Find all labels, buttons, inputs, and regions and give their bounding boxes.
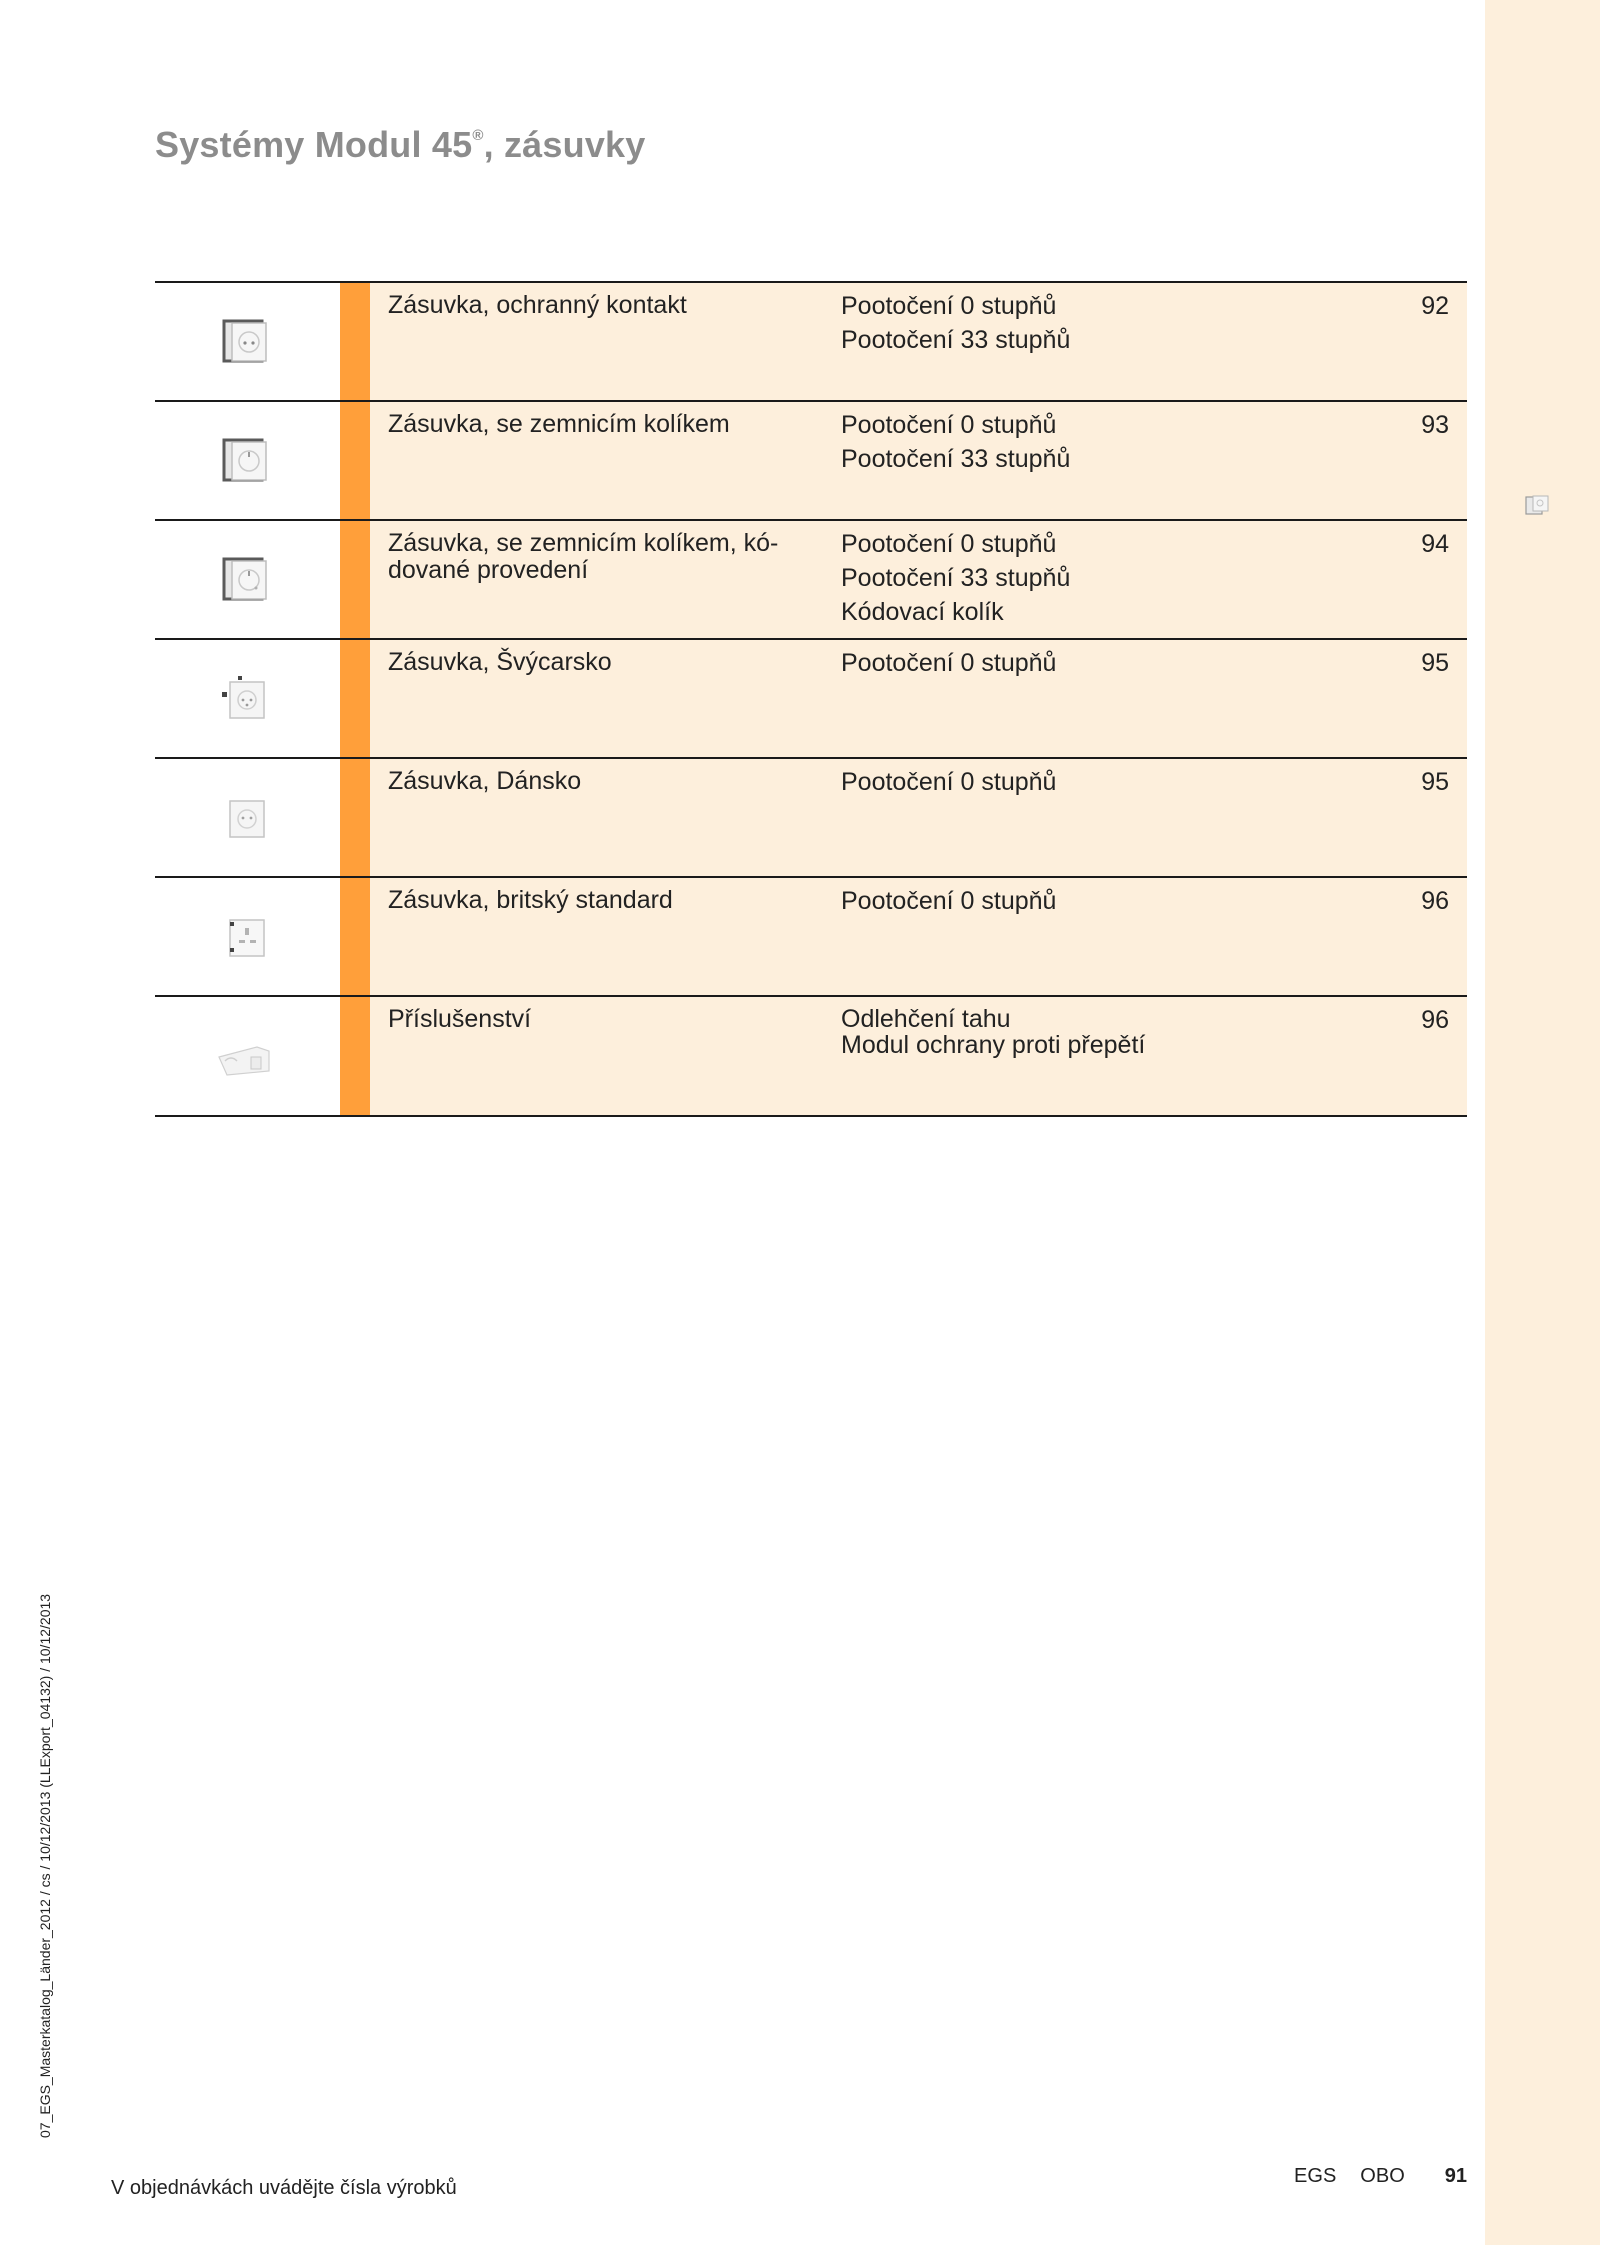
variant-list <box>841 411 1070 476</box>
page-reference[interactable]: 95 <box>1421 649 1449 677</box>
variant-item: Kódovací kolík <box>841 598 1004 626</box>
variant-list <box>841 887 1056 918</box>
socket-british-icon <box>218 908 274 964</box>
footer-brand <box>1294 2165 1467 2188</box>
page-reference[interactable]: 96 <box>1421 1006 1449 1034</box>
page-reference[interactable]: 94 <box>1421 530 1449 558</box>
accessories-icon <box>205 1027 285 1083</box>
brand-obo: OBO <box>1360 2165 1405 2187</box>
product-name: Zásuvka, ochranný kontakt <box>388 291 687 319</box>
product-name: Zásuvka, britský standard <box>388 886 673 914</box>
product-table <box>155 281 1467 1117</box>
page-reference[interactable]: 96 <box>1421 887 1449 915</box>
product-image-cell <box>155 640 340 757</box>
table-row[interactable] <box>155 997 1467 1117</box>
page-reference[interactable]: 93 <box>1421 411 1449 439</box>
product-name: Zásuvka, Švýcarsko <box>388 648 612 676</box>
socket-earth-pin-coded-icon <box>218 551 274 607</box>
socket-protective-contact-icon <box>218 313 274 369</box>
socket-earth-pin-icon <box>218 432 274 488</box>
side-color-band <box>1485 0 1600 2245</box>
socket-danish-icon <box>218 789 274 845</box>
table-row[interactable] <box>155 521 1467 640</box>
table-row[interactable] <box>155 878 1467 997</box>
product-image-cell <box>155 521 340 638</box>
accent-bar <box>340 283 370 400</box>
variant-list <box>841 649 1056 680</box>
table-row[interactable] <box>155 402 1467 521</box>
variant-item: Pootočení 0 stupňů <box>841 411 1057 439</box>
page-reference[interactable]: 92 <box>1421 292 1449 320</box>
table-row[interactable] <box>155 759 1467 878</box>
variant-item: Pootočení 0 stupňů <box>841 887 1057 915</box>
variant-list <box>841 292 1070 357</box>
accent-bar <box>340 640 370 757</box>
brand-egs: EGS <box>1294 2165 1337 2187</box>
product-name: Zásuvka, se zemnicím kolíkem, kó-dované provedení <box>388 529 779 584</box>
document-code: 07_EGS_Masterkatalog_Länder_2012 / cs / 10/12/2013 (LLExport_04132) / 10/12/2013 <box>37 1593 53 2138</box>
variant-list <box>841 1006 1145 1058</box>
accent-bar <box>340 759 370 876</box>
accent-bar <box>340 402 370 519</box>
socket-swiss-icon <box>218 670 274 726</box>
variant-item: Pootočení 33 stupňů <box>841 564 1071 592</box>
variant-item: Pootočení 33 stupňů <box>841 445 1071 473</box>
product-image-cell <box>155 878 340 995</box>
accent-bar <box>340 521 370 638</box>
product-image-cell <box>155 759 340 876</box>
accent-bar <box>340 878 370 995</box>
table-row[interactable] <box>155 640 1467 759</box>
page-number: 91 <box>1444 2165 1467 2187</box>
variant-item: Modul ochrany proti přepětí <box>841 1031 1146 1059</box>
product-image-cell <box>155 402 340 519</box>
page-title: Systémy Modul 45®, zásuvky <box>155 124 646 165</box>
variant-item: Pootočení 0 stupňů <box>841 768 1057 796</box>
variant-item: Pootočení 0 stupňů <box>841 530 1057 558</box>
product-name: Zásuvka, Dánsko <box>388 767 582 795</box>
footer-note: V objednávkách uvádějte čísla výrobků <box>111 2177 457 2199</box>
variant-item: Odlehčení tahu <box>841 1005 1011 1033</box>
product-image-cell <box>155 997 340 1115</box>
table-row[interactable] <box>155 283 1467 402</box>
variant-list <box>841 530 1070 629</box>
variant-list <box>841 768 1056 799</box>
variant-item: Pootočení 33 stupňů <box>841 326 1071 354</box>
section-thumbnail-icon <box>1524 492 1550 518</box>
variant-item: Pootočení 0 stupňů <box>841 649 1057 677</box>
product-name: Příslušenství <box>388 1005 532 1033</box>
product-name: Zásuvka, se zemnicím kolíkem <box>388 410 730 438</box>
product-image-cell <box>155 283 340 400</box>
accent-bar <box>340 997 370 1115</box>
page-reference[interactable]: 95 <box>1421 768 1449 796</box>
variant-item: Pootočení 0 stupňů <box>841 292 1057 320</box>
